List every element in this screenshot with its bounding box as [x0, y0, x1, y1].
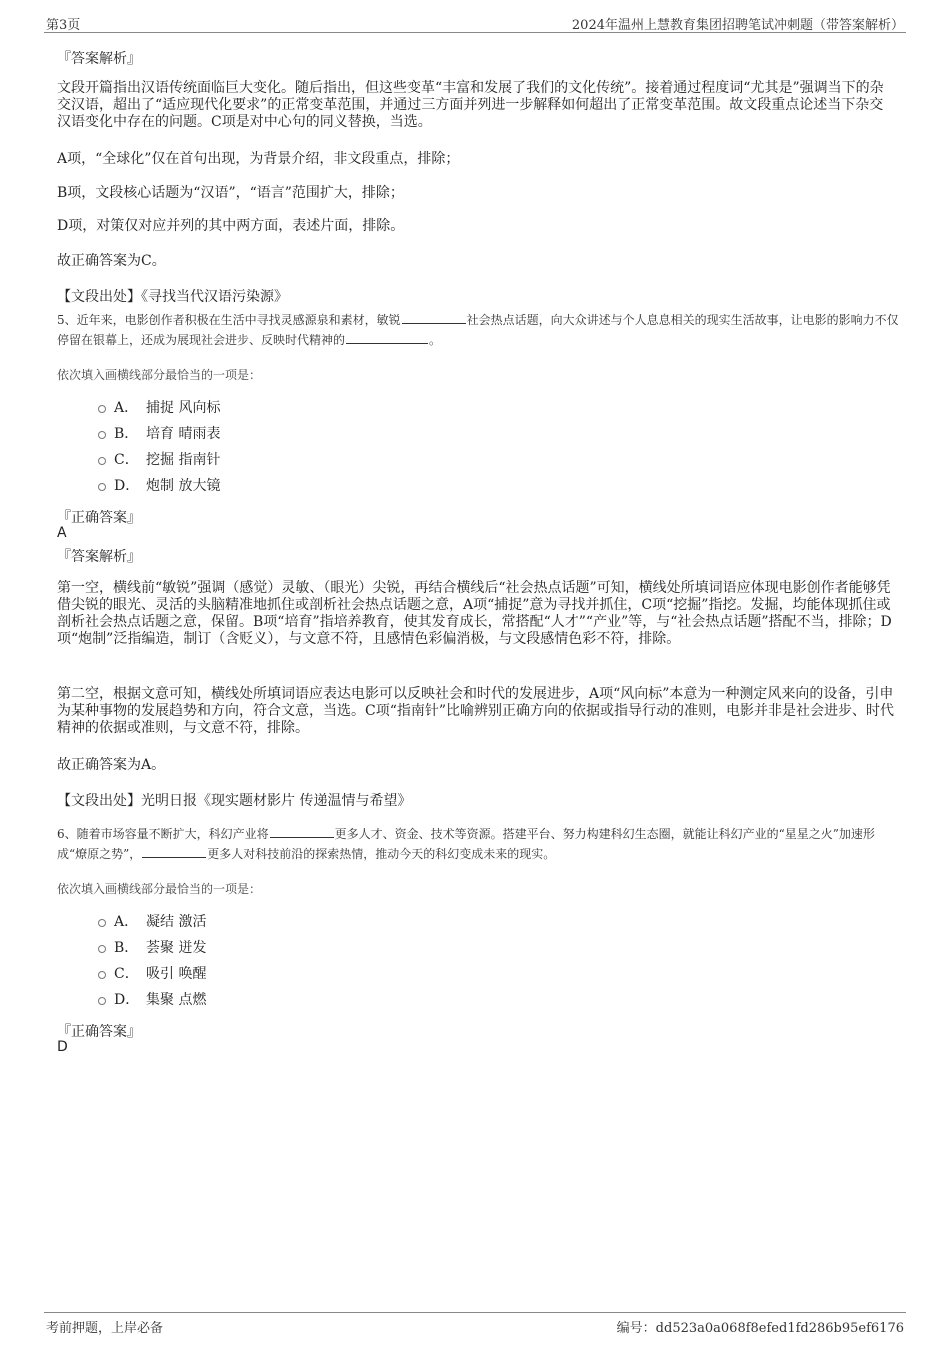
analysis-paragraph: B项，文段核心话题为“汉语”，“语言”范围扩大，排除； — [57, 185, 404, 201]
option-text: 荟聚 迸发 — [146, 940, 207, 956]
option-text: 培育 晴雨表 — [146, 426, 221, 442]
option-a[interactable] — [98, 398, 220, 418]
fill-blank — [142, 845, 206, 858]
correct-answer: A — [57, 525, 67, 541]
fill-blank — [402, 311, 466, 324]
option-b[interactable] — [98, 424, 220, 444]
option-text: 炮制 放大镜 — [146, 478, 221, 494]
radio-icon[interactable] — [98, 431, 106, 439]
stem-text: 社会热点话题，向大众讲述与个人息息相关的现实生活故事，让电影的影响力不仅停留在银幕上，还成为展现社会进步、反映时代精神的 — [57, 313, 899, 347]
source-citation: 【文段出处】《寻找当代汉语污染源》 — [57, 289, 288, 305]
option-letter: B． — [114, 940, 139, 956]
analysis-paragraph: 第二空，根据文意可知，横线处所填词语应表达电影可以反映社会和时代的发展进步，A项“风向标”本意为一种测定风来向的设备，引申为某种事物的发展趋势和方向，符合文意，当选。C项“指南针”比喻辨别正确方向的依据或指导行动的准则，电影并非是社会进步、时代精神的依据或准则，与文意不符，排除。 — [57, 686, 895, 736]
radio-icon[interactable] — [98, 919, 106, 927]
analysis-paragraph: 第一空，横线前“敏锐”强调（感觉）灵敏、（眼光）尖锐，再结合横线后“社会热点话题”可知，横线处所填词语应体现电影创作者能够凭借尖锐的眼光、灵活的头脑精准地抓住或剖析社会热点话题之意，A项“捕捉”意为寻找并抓住，C项“挖掘”指挖。发掘，均能体现抓住或剖析社会热点话题之意，保留。B项“培育”指培养教育，使其发育成长，常搭配“人才”“产业”等，与“社会热点话题”搭配不当，排除；D项“炮制”泛指编造，制订（含贬义），与文意不符，且感情色彩偏消极，与文段感情色彩不符，排除。 — [57, 580, 892, 647]
analysis-paragraph: D项，对策仅对应并列的其中两方面，表述片面，排除。 — [57, 218, 405, 234]
option-a[interactable] — [98, 912, 206, 932]
option-text: 凝结 激活 — [146, 914, 207, 930]
answer-summary: 故正确答案为A。 — [57, 757, 166, 773]
answer-summary: 故正确答案为C。 — [57, 253, 166, 269]
option-text: 吸引 唤醒 — [146, 966, 207, 982]
option-b[interactable] — [98, 938, 206, 958]
option-letter: C． — [114, 452, 139, 468]
radio-icon[interactable] — [98, 483, 106, 491]
option-d[interactable] — [98, 476, 220, 496]
option-letter: A． — [114, 914, 139, 930]
radio-icon[interactable] — [98, 457, 106, 465]
stem-text: 更多人才、资金、技术等资源。搭建平台、努力构建科幻生态圈，就能让科幻产业的“星星之火”加速形成“燎原之势”， — [57, 827, 875, 861]
page-footer — [44, 1312, 906, 1335]
correct-answer-label: 『正确答案』 — [57, 510, 141, 526]
analysis-paragraph: 文段开篇指出汉语传统面临巨大变化。随后指出，但这些变革“丰富和发展了我们的文化传统”。接着通过程度词“尤其是”强调当下的杂交汉语，超出了“适应现代化要求”的正常变革范围，并通过三方面并列进一步解释如何超出了正常变革范围。故文段重点论述当下杂交汉语变化中存在的问题。C项是对中心句的同义替换，当选。 — [57, 80, 884, 130]
option-c[interactable] — [98, 964, 206, 984]
option-text: 集聚 点燃 — [146, 992, 207, 1008]
stem-text: 更多人对科技前沿的探索热情，推动今天的科幻变成未来的现实。 — [207, 847, 556, 861]
stem-text: 5、近年来，电影创作者积极在生活中寻找灵感源泉和素材，敏锐 — [57, 313, 401, 327]
page-header — [44, 12, 906, 33]
option-letter: D． — [114, 478, 140, 494]
option-c[interactable] — [98, 450, 220, 470]
option-letter: A． — [114, 400, 139, 416]
fill-blank — [346, 331, 428, 344]
stem-text: 6、随着市场容量不断扩大，科幻产业将 — [57, 827, 269, 841]
correct-answer-label: 『正确答案』 — [57, 1024, 141, 1040]
footer-slogan: 考前押题，上岸必备 — [46, 1321, 164, 1336]
radio-icon[interactable] — [98, 997, 106, 1005]
source-citation: 【文段出处】光明日报《现实题材影片 传递温情与希望》 — [57, 793, 412, 809]
correct-answer: D — [57, 1039, 68, 1055]
analysis-label: 『答案解析』 — [57, 51, 141, 67]
radio-icon[interactable] — [98, 945, 106, 953]
question-stem — [57, 824, 899, 864]
option-text: 挖掘 指南针 — [146, 452, 221, 468]
option-d[interactable] — [98, 990, 206, 1010]
option-text: 捕捉 风向标 — [146, 400, 221, 416]
page-number: 第3页 — [46, 18, 81, 33]
option-letter: C． — [114, 966, 139, 982]
radio-icon[interactable] — [98, 971, 106, 979]
option-letter: D． — [114, 992, 140, 1008]
option-letter: B． — [114, 426, 139, 442]
question-prompt: 依次填入画横线部分最恰当的一项是： — [57, 368, 262, 382]
analysis-label: 『答案解析』 — [57, 549, 141, 565]
document-id: 编号：dd523a0a068f8efed1fd286b95ef6176 — [616, 1321, 904, 1336]
question-prompt: 依次填入画横线部分最恰当的一项是： — [57, 882, 262, 896]
fill-blank — [270, 825, 334, 838]
analysis-paragraph: A项，“全球化”仅在首句出现，为背景介绍，非文段重点，排除； — [57, 151, 460, 167]
document-title: 2024年温州上慧教育集团招聘笔试冲刺题（带答案解析） — [571, 18, 904, 33]
stem-text: 。 — [429, 333, 442, 347]
radio-icon[interactable] — [98, 405, 106, 413]
question-stem — [57, 310, 899, 350]
